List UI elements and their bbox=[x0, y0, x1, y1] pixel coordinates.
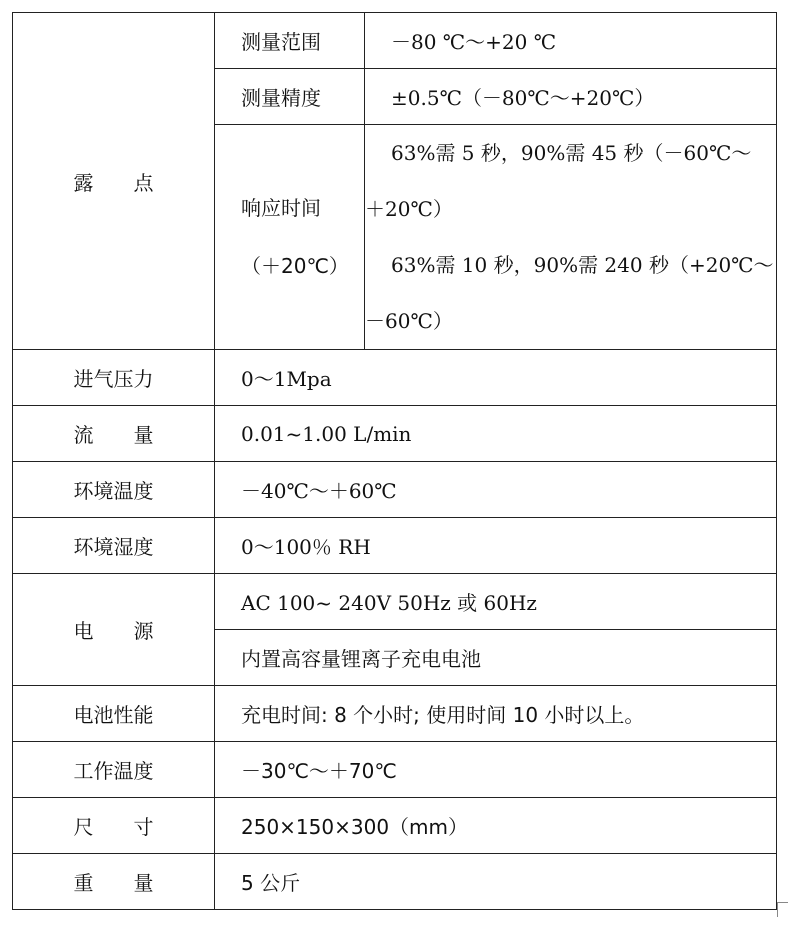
response-time-line: ＋20℃） bbox=[365, 197, 453, 221]
table-row bbox=[13, 574, 777, 630]
table-row bbox=[13, 798, 777, 854]
table-row bbox=[13, 518, 777, 574]
measurement-range-value: －80 ℃～+20 ℃ bbox=[365, 13, 777, 69]
response-time-line: 63%需 10 秒，90%需 240 秒（+20℃～ bbox=[391, 253, 774, 277]
ambient-humidity-value: 0～100％ RH bbox=[215, 518, 777, 574]
flow-value: 0.01~1.00 L/min bbox=[215, 406, 777, 462]
table-row bbox=[13, 13, 777, 69]
dimensions-label: 尺 寸 bbox=[13, 798, 215, 854]
ambient-humidity-label: 环境湿度 bbox=[13, 518, 215, 574]
table-row bbox=[13, 350, 777, 406]
dimensions-value: 250×150×300（mm） bbox=[215, 798, 777, 854]
table-row bbox=[13, 854, 777, 910]
operating-temperature-label: 工作温度 bbox=[13, 742, 215, 798]
inlet-pressure-label: 进气压力 bbox=[13, 350, 215, 406]
response-time-value bbox=[365, 125, 777, 350]
weight-value: 5 公斤 bbox=[215, 854, 777, 910]
response-time-label-cell bbox=[215, 125, 365, 350]
specifications-table bbox=[12, 12, 777, 910]
page-corner-mark bbox=[777, 902, 788, 917]
inlet-pressure-value: 0～1Mpa bbox=[215, 350, 777, 406]
response-time-label: 响应时间 bbox=[241, 196, 321, 220]
measurement-accuracy-value: ±0.5℃（－80℃～+20℃） bbox=[365, 69, 777, 125]
weight-label: 重 量 bbox=[13, 854, 215, 910]
response-time-line: 63%需 5 秒，90%需 45 秒（－60℃～ bbox=[391, 141, 752, 165]
table-row bbox=[13, 742, 777, 798]
table-row bbox=[13, 462, 777, 518]
response-time-condition: （＋20℃） bbox=[241, 254, 349, 278]
ambient-temperature-value: －40℃～＋60℃ bbox=[215, 462, 777, 518]
flow-label: 流 量 bbox=[13, 406, 215, 462]
power-value-battery: 内置高容量锂离子充电电池 bbox=[215, 630, 777, 686]
measurement-range-label: 测量范围 bbox=[215, 13, 365, 69]
battery-label: 电池性能 bbox=[13, 686, 215, 742]
table-row bbox=[13, 686, 777, 742]
battery-value: 充电时间: 8 个小时; 使用时间 10 小时以上。 bbox=[215, 686, 777, 742]
power-value-ac: AC 100~ 240V 50Hz 或 60Hz bbox=[215, 574, 777, 630]
dew-point-label: 露 点 bbox=[13, 13, 215, 350]
operating-temperature-value: －30℃～＋70℃ bbox=[215, 742, 777, 798]
table-row bbox=[13, 406, 777, 462]
response-time-line: －60℃） bbox=[365, 309, 453, 333]
measurement-accuracy-label: 测量精度 bbox=[215, 69, 365, 125]
power-label: 电 源 bbox=[13, 574, 215, 686]
ambient-temperature-label: 环境温度 bbox=[13, 462, 215, 518]
